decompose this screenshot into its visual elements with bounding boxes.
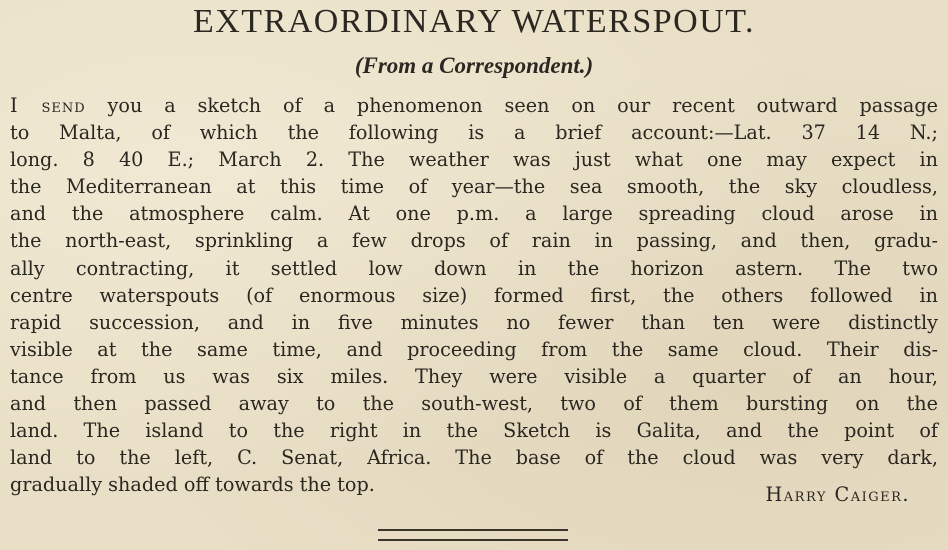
article-line: and the atmosphere calm. At one p.m. a large spreading cloud arose in <box>10 202 938 226</box>
article-line: tance from us was six miles. They were visible a quarter of an hour, <box>10 364 938 388</box>
article-line: visible at the same time, and proceeding from the same cloud. Their dis- <box>10 337 938 361</box>
article-line: I send you a sketch of a phenomenon seen on our recent outward passage <box>10 94 939 117</box>
article-line: long. 8 40 E.; March 2. The weather was just what one may expect in <box>10 148 938 172</box>
article-line: and then passed away to the south-west, two of them bursting on the <box>10 392 938 416</box>
article-line: rapid succession, and in five minutes no fewer than ten were distinctly <box>10 310 938 334</box>
article-line: gradually shaded off towards the top. <box>10 473 375 497</box>
end-rule-bottom <box>378 539 568 541</box>
article-line: the Mediterranean at this time of year—the sea smooth, the sky cloudless, <box>10 175 938 199</box>
article-line: the north-east, sprinkling a few drops of rain in passing, and then, gradu- <box>10 229 938 253</box>
author-signature: Harry Caiger. <box>765 483 910 506</box>
end-rule-top <box>378 529 568 531</box>
article-line: land. The island to the right in the Sketch is Galita, and the point of <box>10 419 938 443</box>
article-body <box>10 92 938 498</box>
article-line: land to the left, C. Senat, Africa. The base of the cloud was very dark, <box>10 446 938 470</box>
article-line: to Malta, of which the following is a brief account:—Lat. 37 14 N.; <box>10 121 938 145</box>
article-headline: EXTRAORDINARY WATERSPOUT. <box>192 3 755 40</box>
article-line: ally contracting, it settled low down in the horizon astern. The two <box>10 256 938 280</box>
article-line: centre waterspouts (of enormous size) formed first, the others followed in <box>10 283 938 307</box>
article-subheading: (From a Correspondent.) <box>354 53 594 78</box>
opening-words: I send <box>10 94 86 117</box>
